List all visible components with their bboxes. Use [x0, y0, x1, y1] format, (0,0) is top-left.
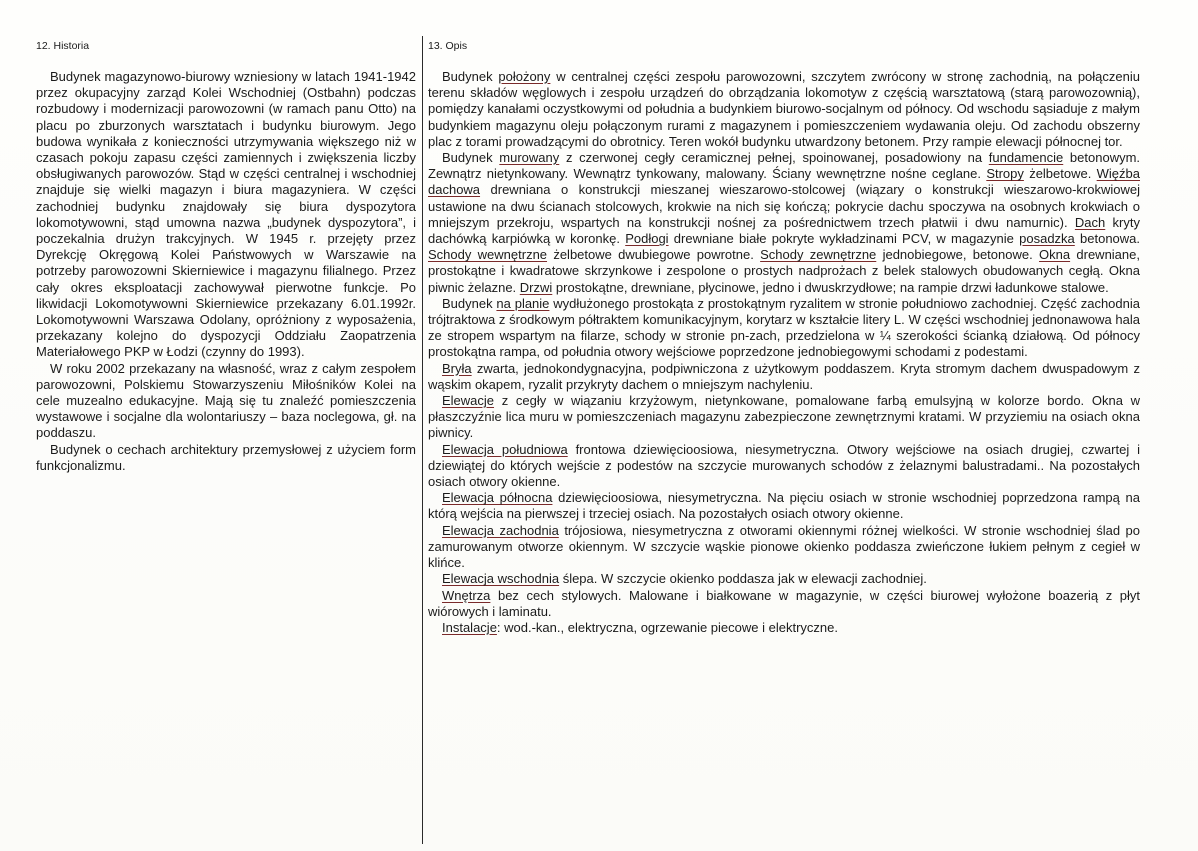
section-heading-opis: 13. Opis	[428, 40, 468, 52]
term-na-planie: na planie	[496, 295, 550, 311]
opis-column	[428, 69, 1140, 636]
opis-paragraph-elewacja-wschodnia	[428, 571, 1140, 587]
text-run: ślepa. W szczycie okienko poddasza jak w elewacji zachodniej.	[559, 571, 927, 587]
term-stropy: Stropy	[986, 166, 1024, 182]
term-elewacja-poludniowa: Elewacja południowa	[442, 441, 568, 457]
term-polozony: położony	[498, 69, 551, 84]
term-okna: Okna	[1039, 247, 1071, 263]
text-run: w centralnej części zespołu parowozowni, szczytem zwrócony w stronę zachodnią, na połączeniu terenu składów węglowych i zespołu urządzeń do obrządzania lokomotyw z częścią warsztatową (starą parowozownią), pomiędzy kanałami oczystkowymi od południa a budynkiem biurowo-socjalnym od północy. Od wschodu sąsiaduje z małym budynkiem magazynu oleju połączonym rurami z magazynem i pomieszczeniem wydawania oleju. Od zachodu obszerny plac z torami prowadzącymi do obrotnicy. Teren wokół budynku utwardzony betonem. Przy rampie elewacji północnej tor.	[428, 69, 1140, 149]
opis-paragraph-bryla	[428, 361, 1140, 393]
term-elewacja-polnocna: Elewacja północna	[442, 490, 553, 506]
text-run: drewniana o konstrukcji mieszanej wieszarowo-stolcowej (wiązary o konstrukcji wieszarowo-krokwiowej ustawione na dwu ścianach stolcowych, krokwie na nich się kończą; pokrycie dachu spoczywa na osobnych krokwiach o mniejszym przekroju, wspartych na konstrukcji nośnej za pośrednictwem trzech płatwii i dwu namurnic).	[428, 182, 1140, 230]
text-run: żelbetowe.	[1023, 166, 1097, 182]
historia-column	[36, 69, 416, 474]
text-run: drewniane białe pokryte wykładzinami PCV, w magazynie	[668, 231, 1020, 247]
historia-paragraph: Budynek magazynowo-biurowy wzniesiony w latach 1941-1942 przez okupacyjny zarząd Kolei Wschodniej (Ostbahn) podczas rozbudowy i modernizacji parowozowni (w ramach panu Otto) na placu po zburzonych warsztatach i budynku biurowym. Jego budowa wynikała z konieczności utrzymywania większego niż w czasach pokoju zapasu części zamiennych i zwiększenia liczby obsługiwanych parowozów. Stąd w części centralnej i wschodniej znajduje się wielki magazyn i biura magazyniera. W części zachodniej budynku znajdowały się biura dyspozytora lokomotywowni, stąd umowna nazwa „budynek dyspozytora”, i poczekalnia drużyn trakcyjnych. W 1945 r. przejęty przez Dyrekcję Okręgową Kolei Państwowych w Warszawie na potrzeby parowozowni Skierniewice i magazynu filialnego. Przez cały okres eksploatacji zachowywał pierwotne funkcje. Po likwidacji Lokomotywowni Skierniewice przekazany 6.01.1992r. Lokomotywowni Warszawa Odolany, opróżniony z wyposażenia, przekazany kolejno do dyspozycji Oddziału Zaopatrzenia Materiałowego PKP w Łodzi (czynny do 1993).	[36, 69, 416, 360]
historia-paragraph: W roku 2002 przekazany na własność, wraz z całym zespołem parowozowni, Polskiemu Stowarzyszeniu Miłośników Kolei na cele muzealno edukacyjne. Mają się tu znaleźć pomieszczenia wystawowe i socjalne dla wolontariuszy – baza noclegowa, gł. na poddaszu.	[36, 360, 416, 441]
text-run: : wod.-kan., elektryczna, ogrzewanie piecowe i elektryczne.	[496, 619, 838, 635]
term-podlogi: Podłogi	[625, 231, 669, 247]
text-run: Budynek	[442, 150, 500, 166]
text-run: frontowa dziewięcioosiowa, niesymetryczna. Otwory wejściowe na osiach drugiej, czwartej i dziewiątej do których wejście z podestów na szczycie murowanych schodów z żelaznymi balustradami.. Na pozostałych osiach otwory okienne.	[428, 441, 1140, 490]
text-run: betonowym. Zewnątrz nietynkowany. Wewnątrz tynkowany, malowany. Ściany wewnętrzne nośne ceglane.	[428, 150, 1141, 182]
text-run: z cegły w wiązaniu krzyżowym, nietynkowane, pomalowane farbą emulsyjną w kolorze bordo. Okna w płaszczyźnie lica muru w pomieszczeniach magazynu zabezpieczone zewnętrznymi kratami. W przyziemiu na osiach okna piwnicy.	[428, 393, 1140, 441]
section-heading-historia: 12. Historia	[36, 40, 90, 52]
text-run: drewniane, prostokątne i kwadratowe skrzynkowe i zespolone o prostych nadprożach z belek stalowych obudowanych cegłą. Okna piwnic żelazne.	[428, 247, 1140, 295]
opis-paragraph-elewacja-poludniowa	[428, 442, 1140, 491]
historia-paragraph: Budynek o cechach architektury przemysłowej z użyciem form funkcjonalizmu.	[36, 441, 416, 473]
opis-paragraph-instalacje	[428, 620, 1140, 636]
text-run: trójosiowa, niesymetryczna z otworami okiennymi różnej wielkości. W stronie wschodniej ślad po zamurowanym otworze okiennym. W szczycie wąskie pionowe okienko poddasza zwieńczone łukiem pełnym z cegieł w klińce.	[428, 522, 1141, 571]
text-run: Budynek	[442, 69, 493, 84]
opis-paragraph-elewacje	[428, 393, 1140, 442]
text-run: bez cech stylowych. Malowane i białkowane w magazynie, w części biurowej wyłożone boazerią z płyt wiórowych i laminatu.	[428, 587, 1140, 619]
text-run: betonowa.	[1074, 231, 1141, 247]
term-murowany: murowany	[499, 150, 560, 166]
term-wnetrza: Wnętrza	[442, 587, 491, 603]
text-run: Budynek	[442, 295, 497, 311]
text-run: z czerwonej cegły ceramicznej pełnej, spoinowanej, posadowiony na	[559, 150, 989, 166]
text-run: żelbetowe dwubiegowe powrotne.	[547, 247, 761, 263]
term-dach: Dach	[1074, 214, 1106, 230]
term-instalacje: Instalacje	[442, 619, 497, 635]
text-run: zwarta, jednokondygnacyjna, podpiwniczona z użytkowym poddaszem. Kryta stromym dachem dwuspadowym z wąskim okapem, ryzalit przykryty dachem o mniejszym nachyleniu.	[428, 360, 1140, 392]
text-run: jednobiegowe, betonowe.	[876, 247, 1040, 263]
term-schody-zewnetrzne: Schody zewnętrzne	[760, 247, 877, 263]
opis-paragraph-wnetrza	[428, 588, 1140, 620]
term-drzwi: Drzwi	[519, 279, 553, 295]
term-wiezba-dachowa: Więźba dachowa	[428, 166, 1140, 198]
term-elewacja-zachodnia: Elewacja zachodnia	[442, 522, 559, 538]
column-divider	[422, 36, 423, 844]
text-run: prostokątne, drewniane, płycinowe, jedno i dwuskrzydłowe; na rampie drzwi ładunkowe stalowe.	[552, 279, 1109, 295]
opis-paragraph-elewacja-zachodnia	[428, 523, 1140, 572]
term-schody-wewnetrzne: Schody wewnętrzne	[428, 247, 548, 263]
term-posadzka: posadzka	[1019, 231, 1075, 247]
text-run: wydłużonego prostokąta z prostokątnym ryzalitem w stronie południowo zachodniej. Część zachodnia trójtraktowa z środkowym półtraktem komunikacyjnym, korytarz w kształcie litery L. W części wschodniej jednonawowa hala ze stropem wspartym na filarze, schody w stronie pn-zach, przedzielona w ¼ szerokości ścianką działową. Od północy prostokątna rampa, od południa otwory wejściowe poprzedzone jednobiegowymi schodami z podestami.	[428, 295, 1140, 360]
opis-paragraph-construction	[428, 150, 1140, 296]
opis-paragraph-location	[428, 69, 1140, 150]
opis-paragraph-elewacja-polnocna	[428, 490, 1140, 522]
text-run: dziewięcioosiowa, niesymetryczna. Na pięciu osiach w stronie wschodniej poprzedzona rampą na którą wejścia na pierwszej i trzeciej osiach. Na pozostałych osiach otwory okienne.	[428, 490, 1141, 522]
term-elewacja-wschodnia: Elewacja wschodnia	[442, 571, 560, 587]
term-bryla: Bryła	[442, 360, 472, 376]
text-run: kryty dachówką karpiówką w koronkę.	[428, 214, 1140, 247]
term-elewacje: Elewacje	[442, 393, 495, 409]
opis-paragraph-plan	[428, 296, 1140, 361]
term-fundamencie: fundamencie	[988, 150, 1064, 166]
